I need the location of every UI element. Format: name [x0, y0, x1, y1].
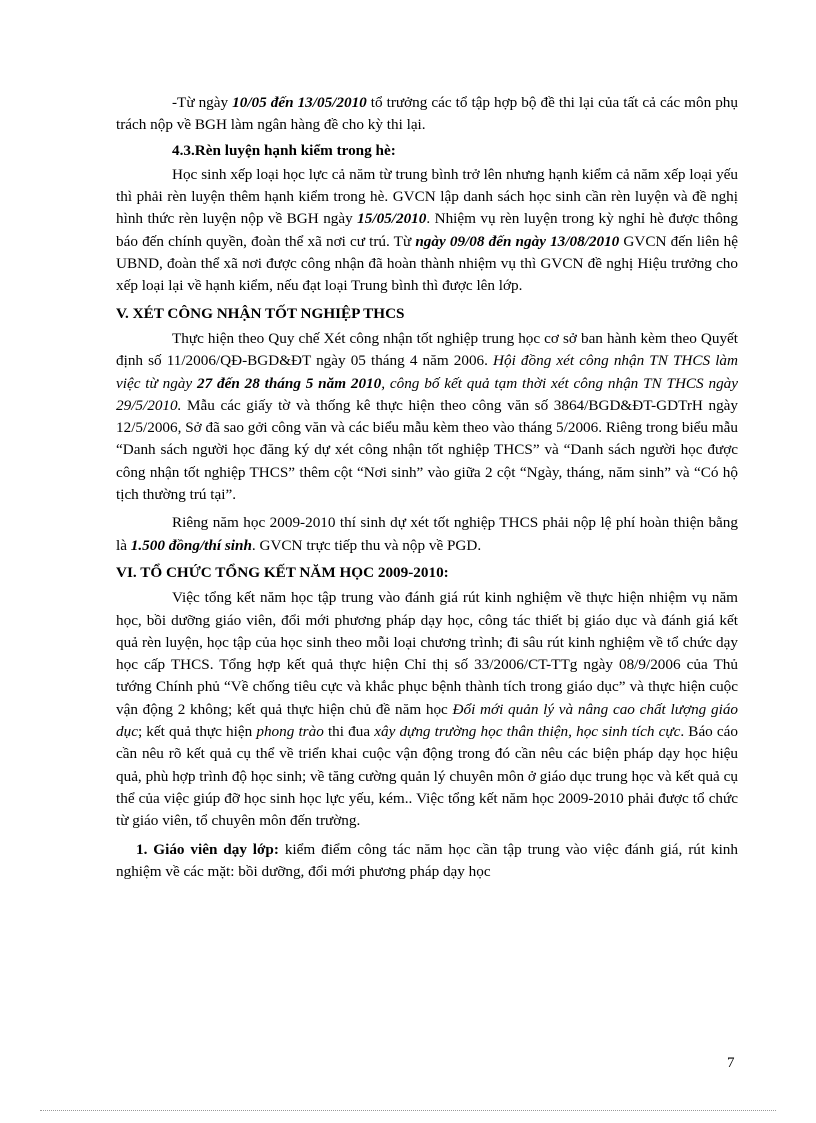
paragraph-summer-conduct: Học sinh xếp loại học lực cả năm từ trung bình trở lên nhưng hạnh kiểm cả năm xếp loại yếu thì phải rèn luyện thêm hạnh kiểm trong hè. GVCN lập danh sách học sinh cần rèn luyện và đề nghị hình thức rèn luyện nộp về BGH ngày 15/05/2010. Nhiệm vụ rèn luyện trong kỳ nghỉ hè được thông báo đến chính quyền, đoàn thể xã nơi cư trú. Từ ngày 09/08 đến ngày 13/08/2010 GVCN đến liên hệ UBND, đoàn thể xã nơi được công nhận đã hoàn thành nhiệm vụ thì GVCN đề nghị Hiệu trưởng cho xếp loại lại về hạnh kiểm, nếu đạt loại Trung bình thì được lên lớp. [116, 165, 738, 295]
paragraph-class-teacher: 1. Giáo viên dạy lớp: kiểm điểm công tác năm học cần tập trung vào việc đánh giá, rút kinh nghiệm về các mặt: bồi dưỡng, đổi mới phương pháp dạy học [116, 840, 738, 880]
paragraph-retest-question-bank: -Từ ngày 10/05 đến 13/05/2010 tổ trưởng các tổ tập hợp bộ đề thi lại của tất cả các môn phụ trách nộp về BGH làm ngân hàng đề cho kỳ thi lại. [116, 94, 738, 134]
section-heading-v: V. XÉT CÔNG NHẬN TỐT NGHIỆP THCS [116, 304, 405, 322]
paragraph-year-end-review: Việc tổng kết năm học tập trung vào đánh giá rút kinh nghiệm về thực hiện nhiệm vụ năm học, bồi dưỡng giáo viên, đổi mới phương pháp dạy học, công tác thiết bị giáo dục và đánh giá kết quả rèn luyện, học tập của học sinh theo mỗi loại chương trình; đi sâu rút kinh nghiệm về tổ chức dạy học cấp THCS. Tổng hợp kết quả thực hiện Chỉ thị số 33/2006/CT-TTg ngày 08/9/2006 của Thủ tướng Chính phủ “Về chống tiêu cực và khắc phục bệnh thành tích trong giáo dục” và thực hiện cuộc vận động 2 không; kết quả thực hiện chủ đề năm học Đổi mới quản lý và nâng cao chất lượng giáo dục; kết quả thực hiện phong trào thi đua xây dựng trường học thân thiện, học sinh tích cực. Báo cáo cần nêu rõ kết quả cụ thể về triển khai cuộc vận động trong đó cần nêu các biện pháp dạy học hiệu quả, phù hợp trình độ học sinh; về tăng cường quản lý chuyên môn ở giáo dục trung học và kết quả cụ thể của việc giúp đỡ học sinh học lực yếu, kém.. Việc tổng kết năm học 2009-2010 phải được tổ chức từ giáo viên, tổ chuyên môn đến trường. [116, 589, 739, 830]
section-heading-vi: VI. TỔ CHỨC TỔNG KẾT NĂM HỌC 2009-2010: [116, 563, 449, 581]
page-number: 7 [727, 1055, 735, 1071]
document-body [116, 92, 738, 883]
footer-divider [40, 1110, 776, 1111]
paragraph-graduation-recognition: Thực hiện theo Quy chế Xét công nhận tốt nghiệp trung học cơ sở ban hành kèm theo Quyết định số 11/2006/QĐ-BGD&ĐT ngày 05 tháng 4 năm 2006. Hội đồng xét công nhận TN THCS làm việc từ ngày 27 đến 28 tháng 5 năm 2010, công bố kết quả tạm thời xét công nhận TN THCS ngày 29/5/2010. Mẫu các giấy tờ và thống kê thực hiện theo công văn số 3864/BGD&ĐT-GDTrH ngày 12/5/2006, Sở đã sao gởi công văn và các biểu mẫu kèm theo vào tháng 5/2006. Riêng trong biểu mẫu “Danh sách người học đăng ký dự xét công nhận tốt nghiệp THCS” và “Danh sách người học được công nhận tốt nghiệp THCS” thêm cột “Nơi sinh” vào giữa 2 cột “Ngày, tháng, năm sinh” và “Có hộ tịch thường trú tại”. [116, 329, 738, 504]
section-heading-4-3: 4.3.Rèn luyện hạnh kiểm trong hè: [172, 141, 396, 159]
paragraph-graduation-fee: Riêng năm học 2009-2010 thí sinh dự xét tốt nghiệp THCS phải nộp lệ phí hoàn thiện bằng là 1.500 đồng/thí sinh. GVCN trực tiếp thu và nộp về PGD. [116, 514, 738, 554]
